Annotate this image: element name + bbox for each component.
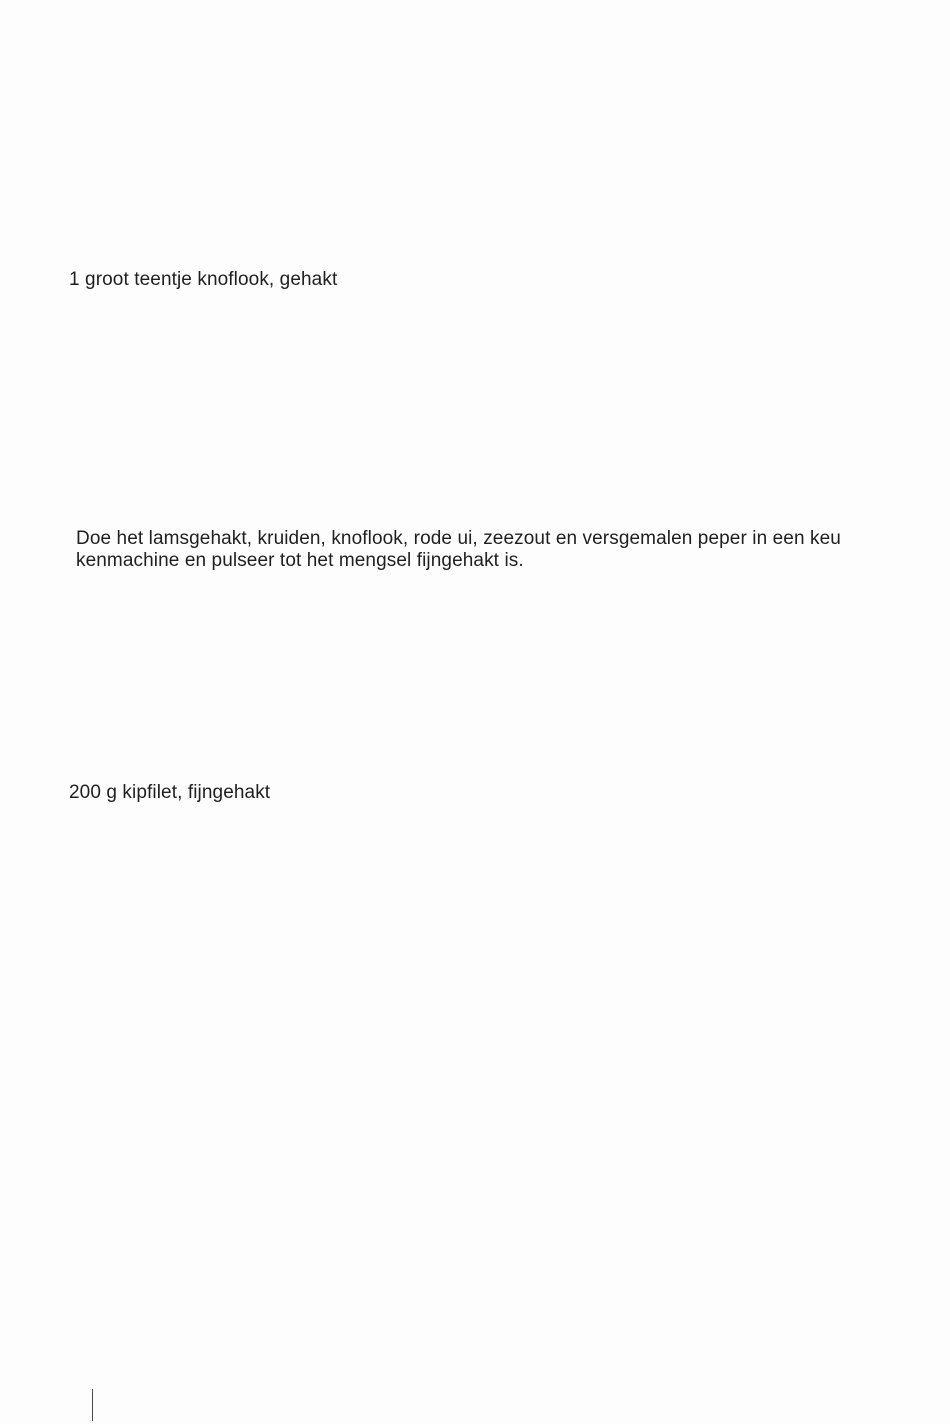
ingredient-chicken: 200 g kipfilet, fijngehakt: [69, 782, 271, 803]
instruction-line-1: Doe het lamsgehakt, kruiden, knoflook, rode ui, zeezout en versgemalen peper in een keu: [76, 528, 841, 549]
instruction-line-2: kenmachine en pulseer tot het mengsel fijngehakt is.: [76, 550, 524, 571]
page-margin-rule: [92, 1389, 93, 1421]
instruction-paragraph: [76, 528, 906, 572]
ingredient-garlic: 1 groot teentje knoflook, gehakt: [69, 269, 338, 290]
